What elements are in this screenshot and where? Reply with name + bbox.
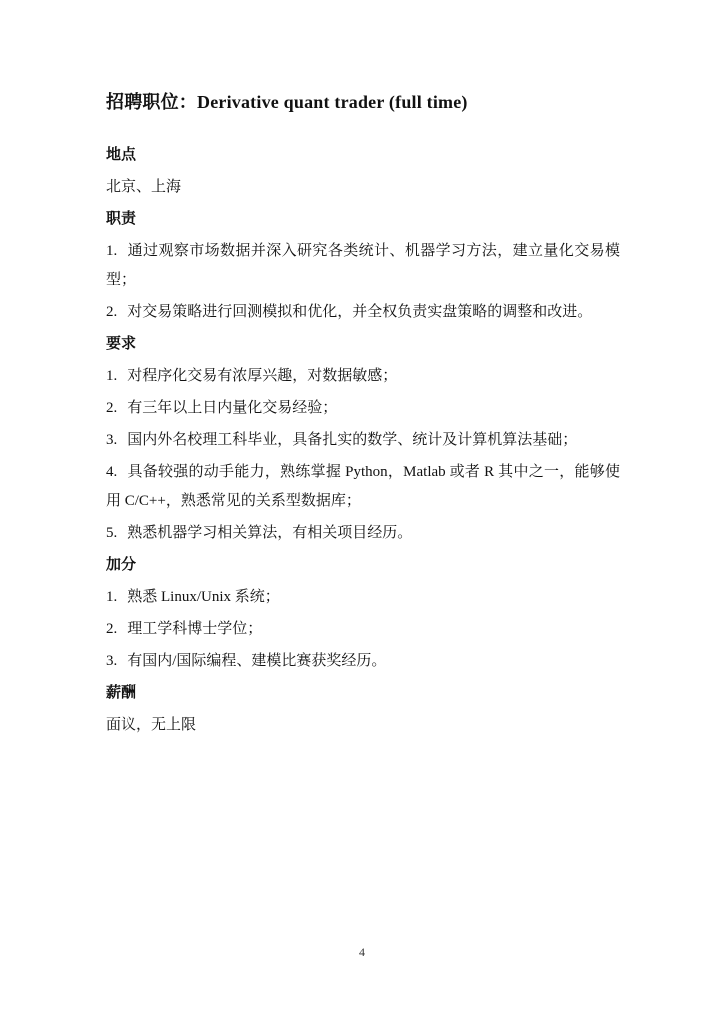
list-item [106,583,620,612]
list-item [106,394,620,423]
section-heading-location: 地点 [106,147,137,163]
item-number: 2. [106,621,118,637]
section-heading-responsibilities: 职责 [106,211,137,227]
item-text: 熟悉机器学习相关算法，有相关项目经历。 [127,525,413,541]
item-text: 通过观察市场数据并深入研究各类统计、机器学习方法，建立量化交易模型； [106,243,620,288]
section-heading-salary: 薪酬 [106,685,137,701]
list-item [106,458,620,516]
item-text: 具备较强的动手能力，熟练掌握 Python，Matlab 或者 R 其中之一，能够使用 C/C++，熟悉常见的关系型数据库； [106,464,620,509]
item-text: 对交易策略进行回测模拟和优化，并全权负责实盘策略的调整和改进。 [127,304,593,320]
item-text: 熟悉 Linux/Unix 系统； [127,589,280,605]
item-number: 2. [106,400,118,416]
item-text: 对程序化交易有浓厚兴趣，对数据敏感； [127,368,398,384]
salary-text: 面议，无上限 [106,717,197,733]
list-item [106,519,620,548]
item-number: 1. [106,368,118,384]
item-number: 1. [106,589,118,605]
list-item [106,426,620,455]
item-text: 理工学科博士学位； [127,621,263,637]
list-item [106,615,620,644]
item-number: 4. [106,464,118,480]
item-text: 有三年以上日内量化交易经验； [127,400,338,416]
item-number: 2. [106,304,118,320]
list-item [106,647,620,676]
item-text: 有国内/国际编程、建模比赛获奖经历。 [127,653,387,669]
item-number: 3. [106,432,118,448]
section-heading-bonus: 加分 [106,557,137,573]
list-item [106,237,620,295]
item-text: 国内外名校理工科毕业，具备扎实的数学、统计及计算机算法基础； [127,432,578,448]
list-item [106,362,620,391]
location-text: 北京、上海 [106,179,182,195]
item-number: 3. [106,653,118,669]
list-item [106,298,620,327]
item-number: 5. [106,525,118,541]
page-number: 4 [359,945,365,959]
item-number: 1. [106,243,118,259]
section-heading-requirements: 要求 [106,336,137,352]
page-title: 招聘职位：Derivative quant trader (full time) [106,92,468,112]
